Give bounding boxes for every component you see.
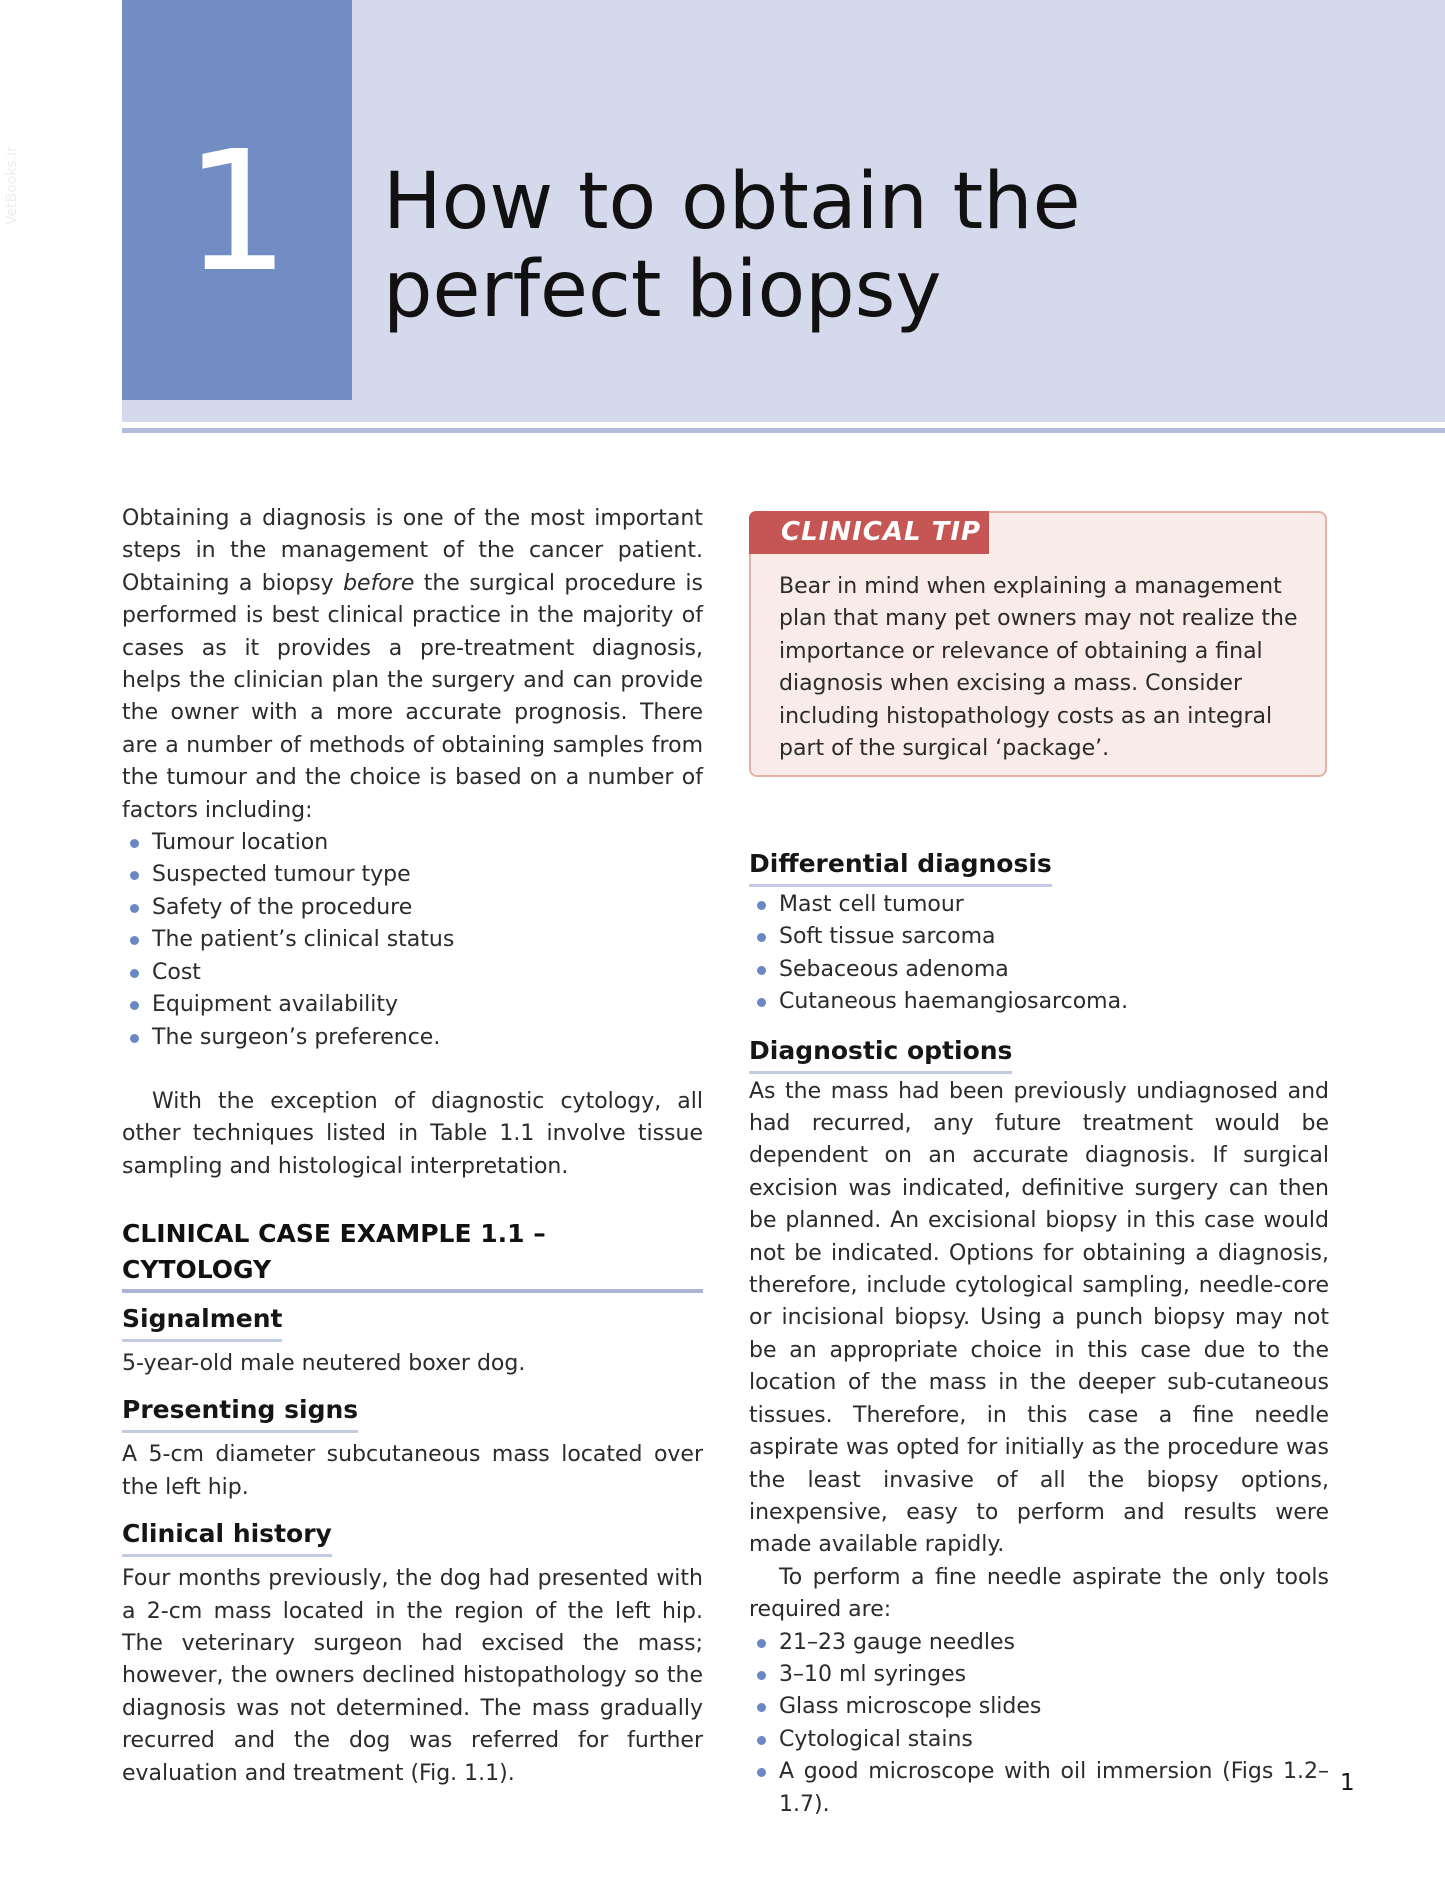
left-column	[122, 503, 703, 1183]
chapter-title-line-2: perfect biopsy	[383, 245, 942, 335]
list-item: Cost	[122, 957, 703, 989]
intro-paragraph	[122, 503, 703, 827]
chapter-title	[383, 158, 1081, 334]
clinical-history-heading: Clinical history	[122, 1516, 332, 1557]
watermark: VetBooks.ir	[4, 146, 20, 225]
clinical-history-text: Four months previously, the dog had presented with a 2-cm mass located in the region of the left hip. The veterinary surgeon had excised the mass; however, the owners declined histopathology so the diagnosis was not determined. The mass gradually recurred and the dog was referred for further evaluation and treatment (Fig. 1.1).	[122, 1566, 703, 1786]
list-item: The patient’s clinical status	[122, 924, 703, 956]
right-column	[749, 846, 1329, 1821]
presenting-signs-text: A 5-cm diameter subcutaneous mass located over the left hip.	[122, 1442, 703, 1500]
list-item: The surgeon’s preference.	[122, 1022, 703, 1054]
page-number: 1	[1340, 1770, 1355, 1796]
list-item: Cutaneous haemangiosarcoma.	[749, 986, 1329, 1018]
tools-list	[749, 1627, 1329, 1821]
clinical-tip-label: CLINICAL TIP	[749, 511, 989, 554]
differential-diagnosis-heading: Differential diagnosis	[749, 846, 1052, 887]
clinical-tip-box	[749, 511, 1327, 777]
chapter-number-box	[122, 0, 352, 400]
list-item: Equipment availability	[122, 989, 703, 1021]
chapter-number: 1	[184, 116, 290, 309]
diagnostic-options-heading: Diagnostic options	[749, 1033, 1012, 1074]
factors-list	[122, 827, 703, 1054]
list-item: Suspected tumour type	[122, 859, 703, 891]
list-item: Glass microscope slides	[749, 1691, 1329, 1723]
list-item: Tumour location	[122, 827, 703, 859]
list-item: A good microscope with oil immersion (Figs 1.2–1.7).	[749, 1756, 1329, 1821]
diagnostic-options-text: As the mass had been previously undiagnosed and had recurred, any future treatment would be dependent on an accurate diagnosis. If surgical excision was indicated, definitive surgery can then be planned. An excisional biopsy in this case would not be indicated. Options for obtaining a diagnosis, therefore, include cytological sampling, needle-core or incisional biopsy. Using a punch biopsy may not be an appropriate choice in this case due to the location of the mass in the deeper sub-cutaneous tissues. Therefore, in this case a fine needle aspirate was opted for initially as the procedure was the least invasive of all the biopsy options, inexpensive, easy to perform and results were made available rapidly.	[749, 1078, 1329, 1558]
list-item: 3–10 ml syringes	[749, 1659, 1329, 1691]
intro-emphasis: before	[343, 570, 415, 596]
intro-paragraph-2: With the exception of diagnostic cytology, all other techniques listed in Table 1.1 involve tissue sampling and histological interpretation.	[122, 1088, 703, 1179]
list-item: Sebaceous adenoma	[749, 954, 1329, 986]
list-item: Soft tissue sarcoma	[749, 921, 1329, 953]
clinical-case-section	[122, 1216, 703, 1790]
header-divider	[122, 428, 1445, 433]
list-item: 21–23 gauge needles	[749, 1627, 1329, 1659]
clinical-tip-text: Bear in mind when explaining a management plan that many pet owners may not realize the importance or relevance of obtaining a final diagnosis when excising a mass. Consider including histopathology costs as an integral part of the surgical ‘package’.	[779, 574, 1298, 762]
tools-intro-text: To perform a fine needle aspirate the only tools required are:	[749, 1564, 1329, 1623]
differential-list	[749, 889, 1329, 1019]
intro-text-end: the surgical procedure is performed is best clinical practice in the majority of cases as it provides a pre-treatment diagnosis, helps the clinician plan the surgery and can provide the owner with a more accurate prognosis. There are a number of methods of obtaining samples from the tumour and the choice is based on a number of factors including:	[122, 570, 703, 823]
list-item: Safety of the procedure	[122, 892, 703, 924]
intro-section	[122, 503, 703, 1183]
chapter-title-line-1: How to obtain the	[383, 157, 1081, 247]
list-item: Mast cell tumour	[749, 889, 1329, 921]
presenting-signs-heading: Presenting signs	[122, 1392, 358, 1433]
signalment-text: 5-year-old male neutered boxer dog.	[122, 1351, 526, 1376]
intro-text-start: Obtaining a diagnosis is one of the most important steps in the management of the cancer patient. Obtaining a biopsy	[122, 506, 703, 596]
case-heading: CLINICAL CASE EXAMPLE 1.1 – CYTOLOGY	[122, 1216, 703, 1293]
list-item: Cytological stains	[749, 1724, 1329, 1756]
signalment-heading: Signalment	[122, 1301, 282, 1342]
